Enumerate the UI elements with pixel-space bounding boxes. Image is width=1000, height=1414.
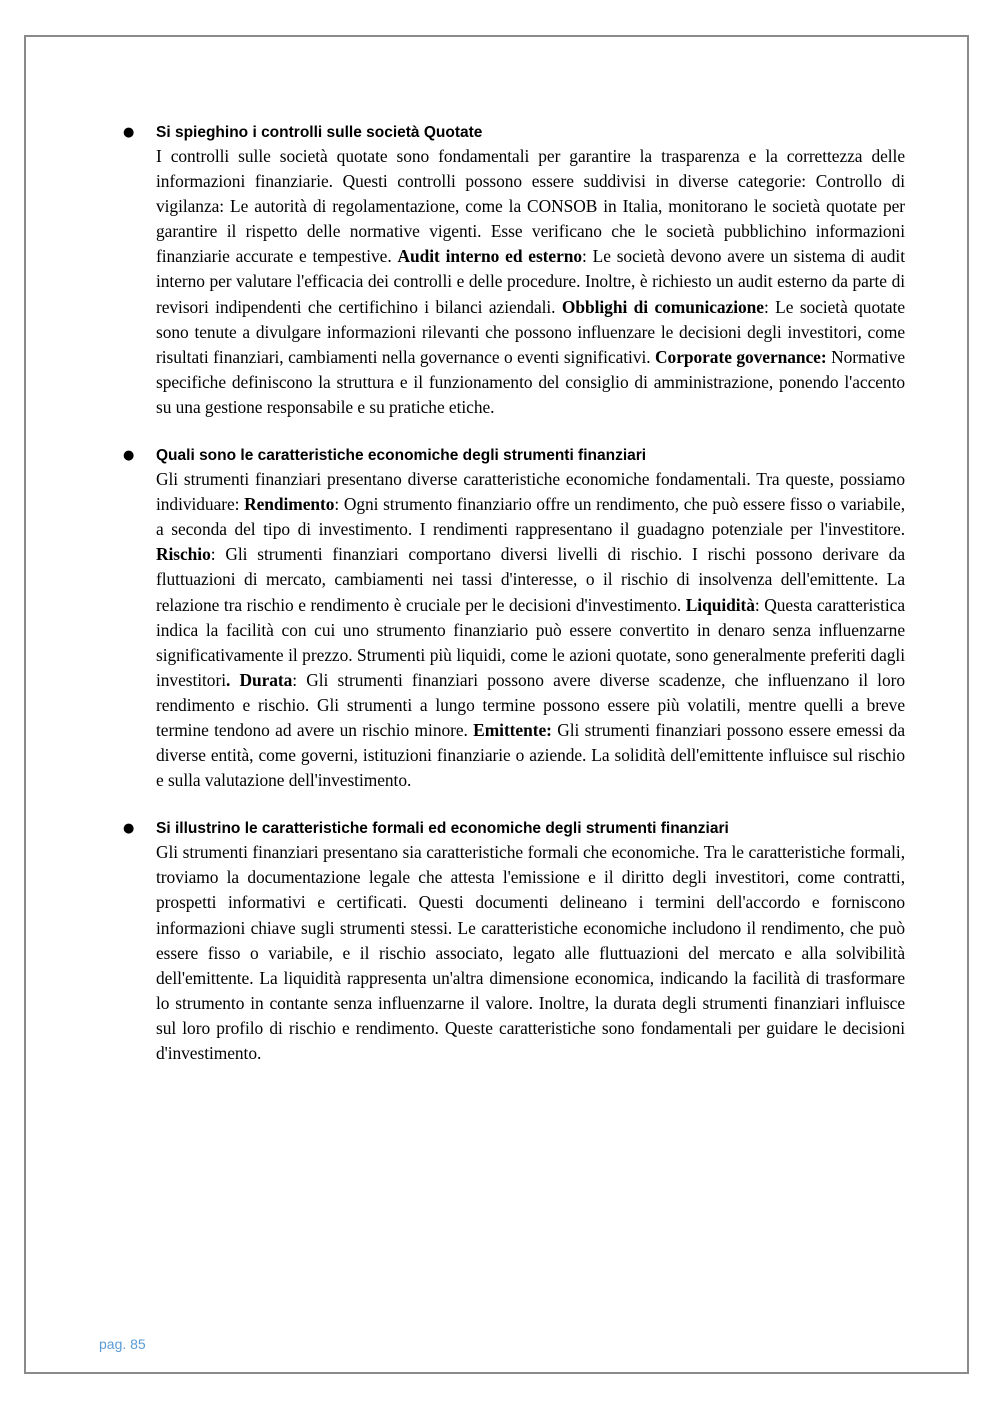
body-bold-term: Rischio: [156, 544, 211, 565]
body-text: : Gli strumenti finanziari possono avere diverse scadenze, che influenzano il loro rendimento e rischio. Gli strumenti a lungo termine possono essere più volatili, mentre quelli a breve termine tendono ad avere un rischio minore.: [156, 669, 905, 740]
body-text: Gli strumenti finanziari possono essere emessi da diverse entità, come governi, istituzioni finanziarie o aziende. La solidità dell'emittente influisce sul rischio e sulla valutazione dell'investimento.: [156, 719, 905, 791]
document-content: [123, 122, 905, 1066]
body-text: : Ogni strumento finanziario offre un rendimento, che può essere fisso o variabile, a seconda del tipo di investimento. I rendimenti rappresentano il guadagno potenziale per l'investitore.: [156, 494, 906, 540]
body-text: : Le società devono avere un sistema di audit interno per valutare l'efficacia dei controlli e delle procedure. Inoltre, è richiesto un audit esterno da parte di revisori indipendenti che certifichino i bilanci aziendali.: [156, 246, 905, 317]
section-heading: Si spieghino i controlli sulle società Quotate: [156, 124, 483, 141]
body-bold-term: . Durata: [225, 669, 293, 690]
bullet-icon: ●: [123, 125, 135, 140]
body-text: Normative specifiche definiscono la struttura e il funzionamento del consiglio di amministrazione, ponendo l'accento su una gestione responsabile e su pratiche etiche.: [156, 346, 906, 417]
section-heading: Si illustrino le caratteristiche formali ed economiche degli strumenti finanziari: [156, 820, 729, 838]
body-text: I controlli sulle società quotate sono fondamentali per garantire la trasparenza e la correttezza delle informazioni finanziarie. Questi controlli possono essere suddivisi in diverse categorie: Controllo di vigilanza: Le autorità di regolamentazione, come la CONSOB in Italia, monitorano le società quotate per garantire il rispetto delle normative vigenti. Esse verificano che le società pubblichino informazioni finanziarie accurate e tempestive.: [156, 146, 905, 267]
bullet-icon: ●: [123, 821, 135, 837]
section-caratteristiche-formali-economiche: [123, 818, 905, 1066]
bullet-icon: ●: [123, 448, 135, 464]
body-text: : Gli strumenti finanziari comportano diversi livelli di rischio. I rischi possono derivare da fluttuazioni di mercato, cambiamenti nei tassi d'interesse, o il rischio di insolvenza dell'emittente. La relazione tra rischio e rendimento è cruciale per le decisioni d'investimento.: [156, 544, 905, 615]
body-bold-term: Audit interno ed esterno: [397, 246, 583, 267]
body-bold-term: Corporate governance:: [655, 346, 827, 367]
body-bold-term: Obblighi di comunicazione: [561, 296, 764, 317]
section-body: [156, 467, 905, 793]
body-text: Gli strumenti finanziari presentano diverse caratteristiche economiche fondamentali. Tra queste, possiamo individuare:: [156, 469, 905, 515]
body-bold-term: Rendimento: [244, 494, 335, 515]
section-body: [156, 144, 905, 420]
section-controlli-societa-quotate: [123, 122, 905, 420]
section-caratteristiche-economiche: [123, 445, 905, 793]
body-text: : Le società quotate sono tenute a divulgare informazioni rilevanti che possono influenzare le decisioni degli investitori, come risultati finanziari, cambiamenti nella governance o eventi significativi.: [156, 296, 906, 367]
body-bold-term: Liquidità: [685, 594, 755, 615]
body-bold-term: Emittente:: [473, 719, 552, 740]
page-number: pag. 85: [99, 1336, 146, 1352]
section-body: [156, 840, 905, 1066]
section-heading: Quali sono le caratteristiche economiche degli strumenti finanziari: [156, 447, 647, 465]
body-text: : Questa caratteristica indica la facilità con cui uno strumento finanziario può essere convertito in denaro senza influenzarne significativamente il prezzo. Strumenti più liquidi, come le azioni quotate, sono generalmente preferiti dagli investitori: [156, 594, 905, 690]
body-text: Gli strumenti finanziari presentano sia caratteristiche formali che economiche. Tra le caratteristiche formali, troviamo la documentazione legale che attesta l'emissione e il diritto degli investitori, come contratti, prospetti informativi e certificati. Questi documenti delineano i termini dell'accordo e forniscono informazioni chiave sugli strumenti stessi. Le caratteristiche economiche includono il rendimento, che può essere fisso o variabile, e il rischio associato, legato alle fluttuazioni del mercato e alla solvibilità dell'emittente. La liquidità rappresenta un'altra dimensione economica, indicando la facilità di trasformare lo strumento in contante senza influenzarne il valore. Inoltre, la durata degli strumenti finanziari influisce sul loro profilo di rischio e rendimento. Queste caratteristiche sono fondamentali per guidare le decisioni d'investimento.: [156, 842, 905, 1063]
